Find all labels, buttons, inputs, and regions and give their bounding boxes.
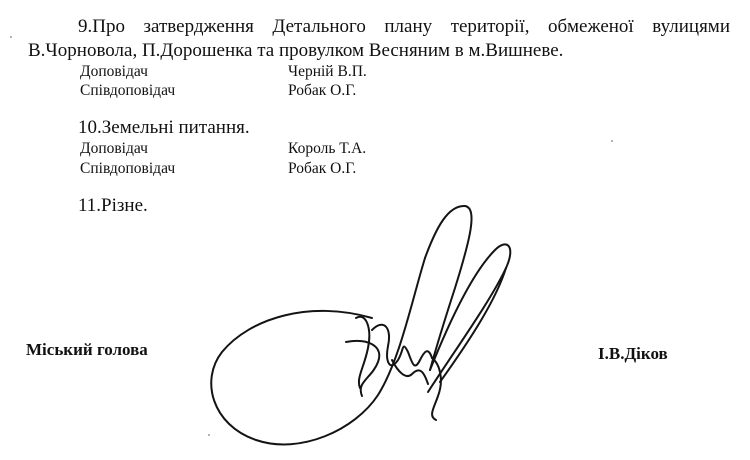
- speaker-name: Черній В.П.: [288, 63, 367, 80]
- scan-speck: [10, 36, 12, 38]
- scan-speck: [611, 140, 613, 142]
- signatory-name: І.В.Діков: [598, 344, 668, 363]
- agenda-item-9-line-1: 9.Про затвердження Детального плану території, обмеженої вулицями: [78, 16, 730, 37]
- scan-speck: [208, 434, 210, 436]
- speaker-role: Доповідач: [80, 63, 148, 80]
- co-speaker-role: Співдоповідач: [80, 160, 176, 177]
- speaker-role: Доповідач: [80, 140, 148, 157]
- position-title: Міський голова: [26, 340, 148, 359]
- agenda-item-11-title: 11.Різне.: [78, 195, 148, 216]
- co-speaker-name: Робак О.Г.: [288, 82, 357, 99]
- speaker-name: Король Т.А.: [288, 140, 367, 157]
- co-speaker-role: Співдоповідач: [80, 82, 176, 99]
- agenda-item-9-line-2: В.Чорновола, П.Дорошенка та провулком Весняним в м.Вишневе.: [28, 40, 564, 61]
- co-speaker-name: Робак О.Г.: [288, 160, 357, 177]
- agenda-item-10-title: 10.Земельні питання.: [78, 117, 250, 138]
